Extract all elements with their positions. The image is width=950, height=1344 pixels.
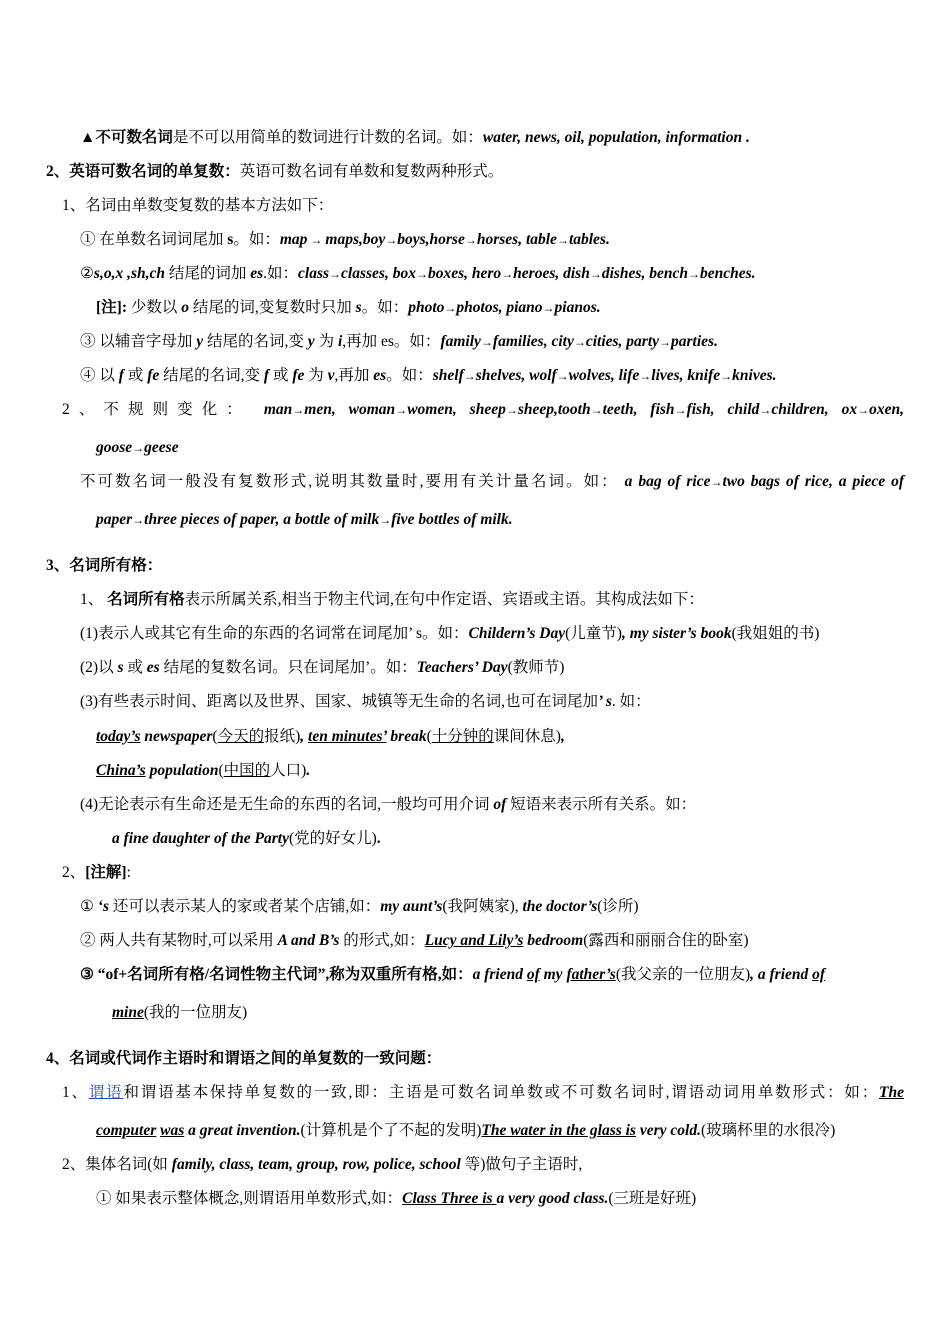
text-span: photo: [408, 299, 445, 316]
text-line: [80, 965, 904, 985]
text-span: knives.: [732, 367, 777, 384]
text-span: (: [426, 728, 432, 745]
text-span: a fine daughter of the Party: [112, 830, 289, 847]
text-span: 是不可以用简单的数词进行计数的名词。如：: [172, 129, 483, 146]
text-span: →: [720, 369, 733, 383]
text-span: (诊所): [597, 898, 639, 915]
text-span: , a friend: [750, 966, 813, 983]
text-span: ‘s: [97, 898, 109, 915]
text-line: [62, 863, 131, 883]
text-line: [80, 128, 750, 148]
text-span: , my sister’s book: [621, 625, 732, 642]
text-span: maps,boy: [325, 231, 386, 248]
text-span: (我阿姨家),: [442, 898, 523, 915]
text-span: 不可数名词一般没有复数形式,说明其数量时,要用有关计量名词。如：: [80, 473, 625, 490]
text-span: →: [379, 513, 392, 527]
text-span: (: [218, 762, 224, 779]
text-line: [80, 931, 749, 951]
text-line: [96, 1121, 835, 1141]
text-span: ,: [560, 728, 565, 745]
text-span: boys,horse: [397, 231, 465, 248]
text-span: →: [710, 475, 723, 489]
text-line: [96, 298, 601, 318]
text-line: [80, 472, 904, 492]
text-span: f: [118, 367, 124, 384]
text-line: [46, 162, 503, 182]
text-span: ①: [96, 1190, 112, 1207]
text-line: [62, 196, 333, 216]
text-span: 短语来表示所有关系。如：: [506, 796, 697, 813]
text-span: y: [196, 333, 204, 350]
text-span: 和谓语基本保持单复数的一致,即：主语是可数名词单数或不可数名词时,谓语动词用单数形式：如：: [123, 1084, 880, 1101]
text-span: 今天的: [217, 728, 265, 745]
text-span: →: [639, 369, 652, 383]
text-span: →: [674, 403, 687, 417]
text-span: 为: [314, 333, 338, 350]
text-span: . 如：: [611, 693, 651, 710]
text-line: [46, 1049, 441, 1069]
text-span: 。如：: [386, 367, 433, 384]
text-span: s,o,x ,sh,ch: [93, 265, 165, 282]
text-span: (: [212, 728, 218, 745]
text-line: [96, 761, 310, 781]
text-span: 3、名词所有格：: [46, 557, 163, 574]
text-span: men, woman: [304, 401, 396, 418]
text-span: of: [526, 966, 540, 983]
text-span: →: [659, 335, 672, 349]
text-span: 或: [269, 367, 293, 384]
text-span: ① 在单数名词词尾加: [80, 231, 228, 248]
text-line: [80, 795, 696, 815]
text-span: man: [263, 401, 293, 418]
text-span: →: [415, 267, 428, 281]
text-span: father’s: [566, 966, 616, 983]
text-span: →: [385, 233, 398, 247]
text-span: →: [573, 335, 586, 349]
text-span: benches.: [699, 265, 756, 282]
text-span: 2、不规则变化：: [62, 401, 264, 418]
text-span: ’ s: [597, 693, 612, 710]
text-span: 十分钟的: [431, 728, 494, 745]
text-span: my: [539, 966, 567, 983]
text-span: y: [307, 333, 315, 350]
text-span: classes, box: [341, 265, 416, 282]
text-span: family, class, team, group, row, police, school: [171, 1156, 461, 1173]
text-span: 。如：: [361, 299, 409, 316]
text-span: es: [146, 659, 160, 676]
text-line: [80, 692, 651, 712]
text-span: →: [687, 267, 700, 281]
text-span: 1、: [62, 1084, 89, 1101]
text-span: wolves, life: [568, 367, 640, 384]
text-line: [80, 230, 610, 250]
text-span: →: [464, 233, 477, 247]
text-span: 结尾的名词,变: [203, 333, 308, 350]
text-line: [96, 438, 179, 458]
text-line: [80, 264, 756, 284]
text-span: 结尾的词,变复数时只加: [189, 299, 356, 316]
text-span: cities, party: [585, 333, 660, 350]
text-span: :: [126, 864, 131, 881]
text-span: (儿童节): [565, 625, 622, 642]
text-span: break: [386, 728, 427, 745]
text-line: [96, 727, 565, 747]
text-span: (三班是好班): [608, 1190, 697, 1207]
text-span: (3)有些表示时间、距离以及世界、国家、城镇等无生命的名词,也可在词尾加: [80, 693, 598, 710]
text-span: (党的好女儿): [288, 830, 377, 847]
text-span: families, city: [492, 333, 574, 350]
text-span: of: [493, 796, 507, 813]
text-span: 4、名词或代词作主语时和谓语之间的单复数的一致问题：: [46, 1050, 442, 1067]
text-span: 等)做句子主语时,: [460, 1156, 583, 1173]
text-span: →: [556, 233, 569, 247]
text-span: (我姐姐的书): [731, 625, 820, 642]
text-span: horses, table: [476, 231, 557, 248]
text-line: [62, 400, 904, 420]
text-line: [80, 897, 639, 917]
text-span: →: [505, 403, 518, 417]
text-span: heroes, dish: [513, 265, 590, 282]
text-span: fish, child: [686, 401, 760, 418]
text-line: [96, 510, 513, 530]
text-span: 还可以表示某人的家或者某个店铺,如：: [108, 898, 381, 915]
text-span: map: [279, 231, 308, 248]
text-span: es: [250, 265, 264, 282]
text-span: 的形式,如：: [339, 932, 425, 949]
text-span: (1)表示人或其它有生命的东西的名词常在词尾加’ s。如：: [80, 625, 469, 642]
text-span: The: [879, 1084, 904, 1101]
text-span: ,再加 es。如：: [342, 333, 441, 350]
text-span: →: [444, 301, 457, 315]
text-span: (露西和丽丽合住的卧室): [583, 932, 749, 949]
text-span: dishes, bench: [601, 265, 688, 282]
text-span: 结尾的复数名词。只在词尾加’。如：: [159, 659, 417, 676]
text-span: five bottles of milk.: [391, 511, 513, 528]
text-span: teeth, fish: [602, 401, 675, 418]
text-span: lives, knife: [651, 367, 721, 384]
text-span: 或: [123, 659, 147, 676]
text-span: a very good class.: [496, 1190, 609, 1207]
text-span: China’s: [96, 762, 146, 779]
text-span: ②: [80, 265, 94, 282]
text-line: [80, 624, 819, 644]
text-span: paper: [96, 511, 133, 528]
text-span: 结尾的词加: [164, 265, 251, 282]
text-span: shelves, wolf: [475, 367, 557, 384]
text-span: es: [373, 367, 387, 384]
text-span: f: [263, 367, 270, 384]
text-line: [112, 1003, 247, 1023]
text-span: s: [117, 659, 124, 676]
text-span: 结尾的名词,变: [159, 367, 264, 384]
text-span: computer: [96, 1122, 157, 1139]
text-span: ④ 以: [80, 367, 119, 384]
text-span: ③ “of+名词所有格/名词性物主代词”,称为双重所有格,如：: [80, 966, 473, 983]
text-span: 人口): [270, 762, 307, 779]
text-span: 2、英语可数名词的单复数：: [46, 163, 240, 180]
text-span: s: [227, 231, 234, 248]
text-line: [80, 658, 564, 678]
text-span: two bags of rice, a piece of: [722, 473, 905, 490]
text-span: (计算机是个了不起的发明): [300, 1122, 482, 1139]
text-span: shelf: [432, 367, 464, 384]
hyperlink[interactable]: 谓语: [88, 1084, 124, 1101]
text-span: very cold.: [635, 1122, 701, 1139]
text-span: A and B’s: [277, 932, 340, 949]
text-span: →: [329, 267, 342, 281]
text-span: Teachers’ Day: [416, 659, 508, 676]
text-span: (我的一位朋友): [143, 1004, 248, 1021]
text-span: 2、集体名词(如: [62, 1156, 172, 1173]
text-span: fe: [292, 367, 305, 384]
text-span: geese: [144, 439, 179, 456]
text-span: 2、: [62, 864, 86, 881]
text-span: →: [132, 513, 145, 527]
text-span: (2)以: [80, 659, 118, 676]
text-span: →: [463, 369, 476, 383]
text-span: 1、名词由单数变复数的基本方法如下：: [62, 197, 334, 214]
text-span: ▲不可数名词: [80, 129, 173, 146]
text-span: →: [292, 403, 305, 417]
text-span: a friend: [472, 966, 527, 983]
text-span: Childern’s Day: [468, 625, 566, 642]
text-span: .: [306, 762, 311, 779]
text-span: 如果表示整体概念,则谓语用单数形式,如：: [111, 1190, 403, 1207]
text-span: →: [857, 403, 870, 417]
text-line: [80, 590, 704, 610]
text-span: fe: [147, 367, 160, 384]
text-span: →: [590, 403, 603, 417]
text-span: photos, piano: [456, 299, 543, 316]
text-span: a great invention.: [184, 1122, 301, 1139]
text-span: .: [376, 830, 381, 847]
text-span: ② 两人共有某物时,可以采用: [80, 932, 278, 949]
text-span: children, ox: [771, 401, 858, 418]
text-span: ten minutes’: [308, 728, 387, 745]
text-span: 或: [123, 367, 148, 384]
text-span: →: [480, 335, 493, 349]
text-span: sheep,tooth: [517, 401, 591, 418]
text-span: s: [355, 299, 362, 316]
text-span: →: [501, 267, 514, 281]
text-span: →: [589, 267, 602, 281]
text-span: →: [542, 301, 555, 315]
text-span: v: [327, 367, 335, 384]
text-span: today’s: [96, 728, 141, 745]
text-span: [注解]: [85, 864, 127, 881]
text-span: boxes, hero: [427, 265, 502, 282]
text-span: ①: [80, 898, 98, 915]
text-span: (教师节): [507, 659, 565, 676]
text-span: 报纸): [264, 728, 301, 745]
text-span: i: [337, 333, 343, 350]
text-span: (玻璃杯里的水很冷): [700, 1122, 836, 1139]
text-span: →: [556, 369, 569, 383]
text-span: tables.: [568, 231, 610, 248]
text-line: [62, 1083, 904, 1103]
text-span: 中国的: [223, 762, 271, 779]
text-line: [80, 332, 718, 352]
text-span: The water in the glass is: [481, 1122, 636, 1139]
text-span: was: [160, 1122, 185, 1139]
text-line: [112, 829, 381, 849]
text-span: 表示所属关系,相当于物主代词,在句中作定语、宾语或主语。其构成法如下：: [184, 591, 704, 608]
text-span: o: [181, 299, 190, 316]
text-span: 名词所有格: [107, 591, 185, 608]
text-span: 。如：: [233, 231, 280, 248]
text-span: 少数以: [127, 299, 182, 316]
text-span: parties.: [671, 333, 718, 350]
text-span: ,: [300, 728, 309, 745]
text-span: →: [759, 403, 772, 417]
text-span: →: [307, 233, 326, 247]
text-span: population: [145, 762, 219, 779]
text-span: ,再加: [334, 367, 374, 384]
text-span: 1、: [80, 591, 108, 608]
text-span: ③ 以辅音字母加: [80, 333, 197, 350]
text-span: (我父亲的一位朋友): [615, 966, 751, 983]
text-span: of: [812, 966, 826, 983]
text-line: [46, 556, 162, 576]
text-span: pianos.: [554, 299, 601, 316]
text-span: 为: [304, 367, 328, 384]
text-span: mine: [112, 1004, 144, 1021]
text-span: the doctor’s: [522, 898, 598, 915]
text-span: goose: [96, 439, 133, 456]
text-span: →: [132, 441, 145, 455]
text-span: bedroom: [523, 932, 584, 949]
text-span: family: [440, 333, 481, 350]
text-line: [96, 1189, 696, 1209]
text-span: my aunt’s: [380, 898, 443, 915]
text-span: Lucy and Lily’s: [424, 932, 524, 949]
text-span: water, news, oil, population, information .: [482, 129, 750, 146]
text-span: newspaper: [140, 728, 213, 745]
text-span: a bag of rice: [624, 473, 711, 490]
text-span: 英语可数名词有单数和复数两种形式。: [239, 163, 504, 180]
text-span: women, sheep: [407, 401, 506, 418]
text-span: (4)无论表示有生命还是无生命的东西的名词,一般均可用介词: [80, 796, 494, 813]
text-span: [注]:: [96, 299, 127, 316]
text-line: [62, 1155, 582, 1175]
text-span: three pieces of paper, a bottle of milk: [144, 511, 380, 528]
text-line: [80, 366, 776, 386]
text-span: class: [298, 265, 330, 282]
text-span: Class Three is: [402, 1190, 497, 1207]
text-span: →: [395, 403, 408, 417]
text-span: oxen,: [869, 401, 904, 418]
text-span: 课间休息): [493, 728, 561, 745]
text-span: .如：: [263, 265, 299, 282]
